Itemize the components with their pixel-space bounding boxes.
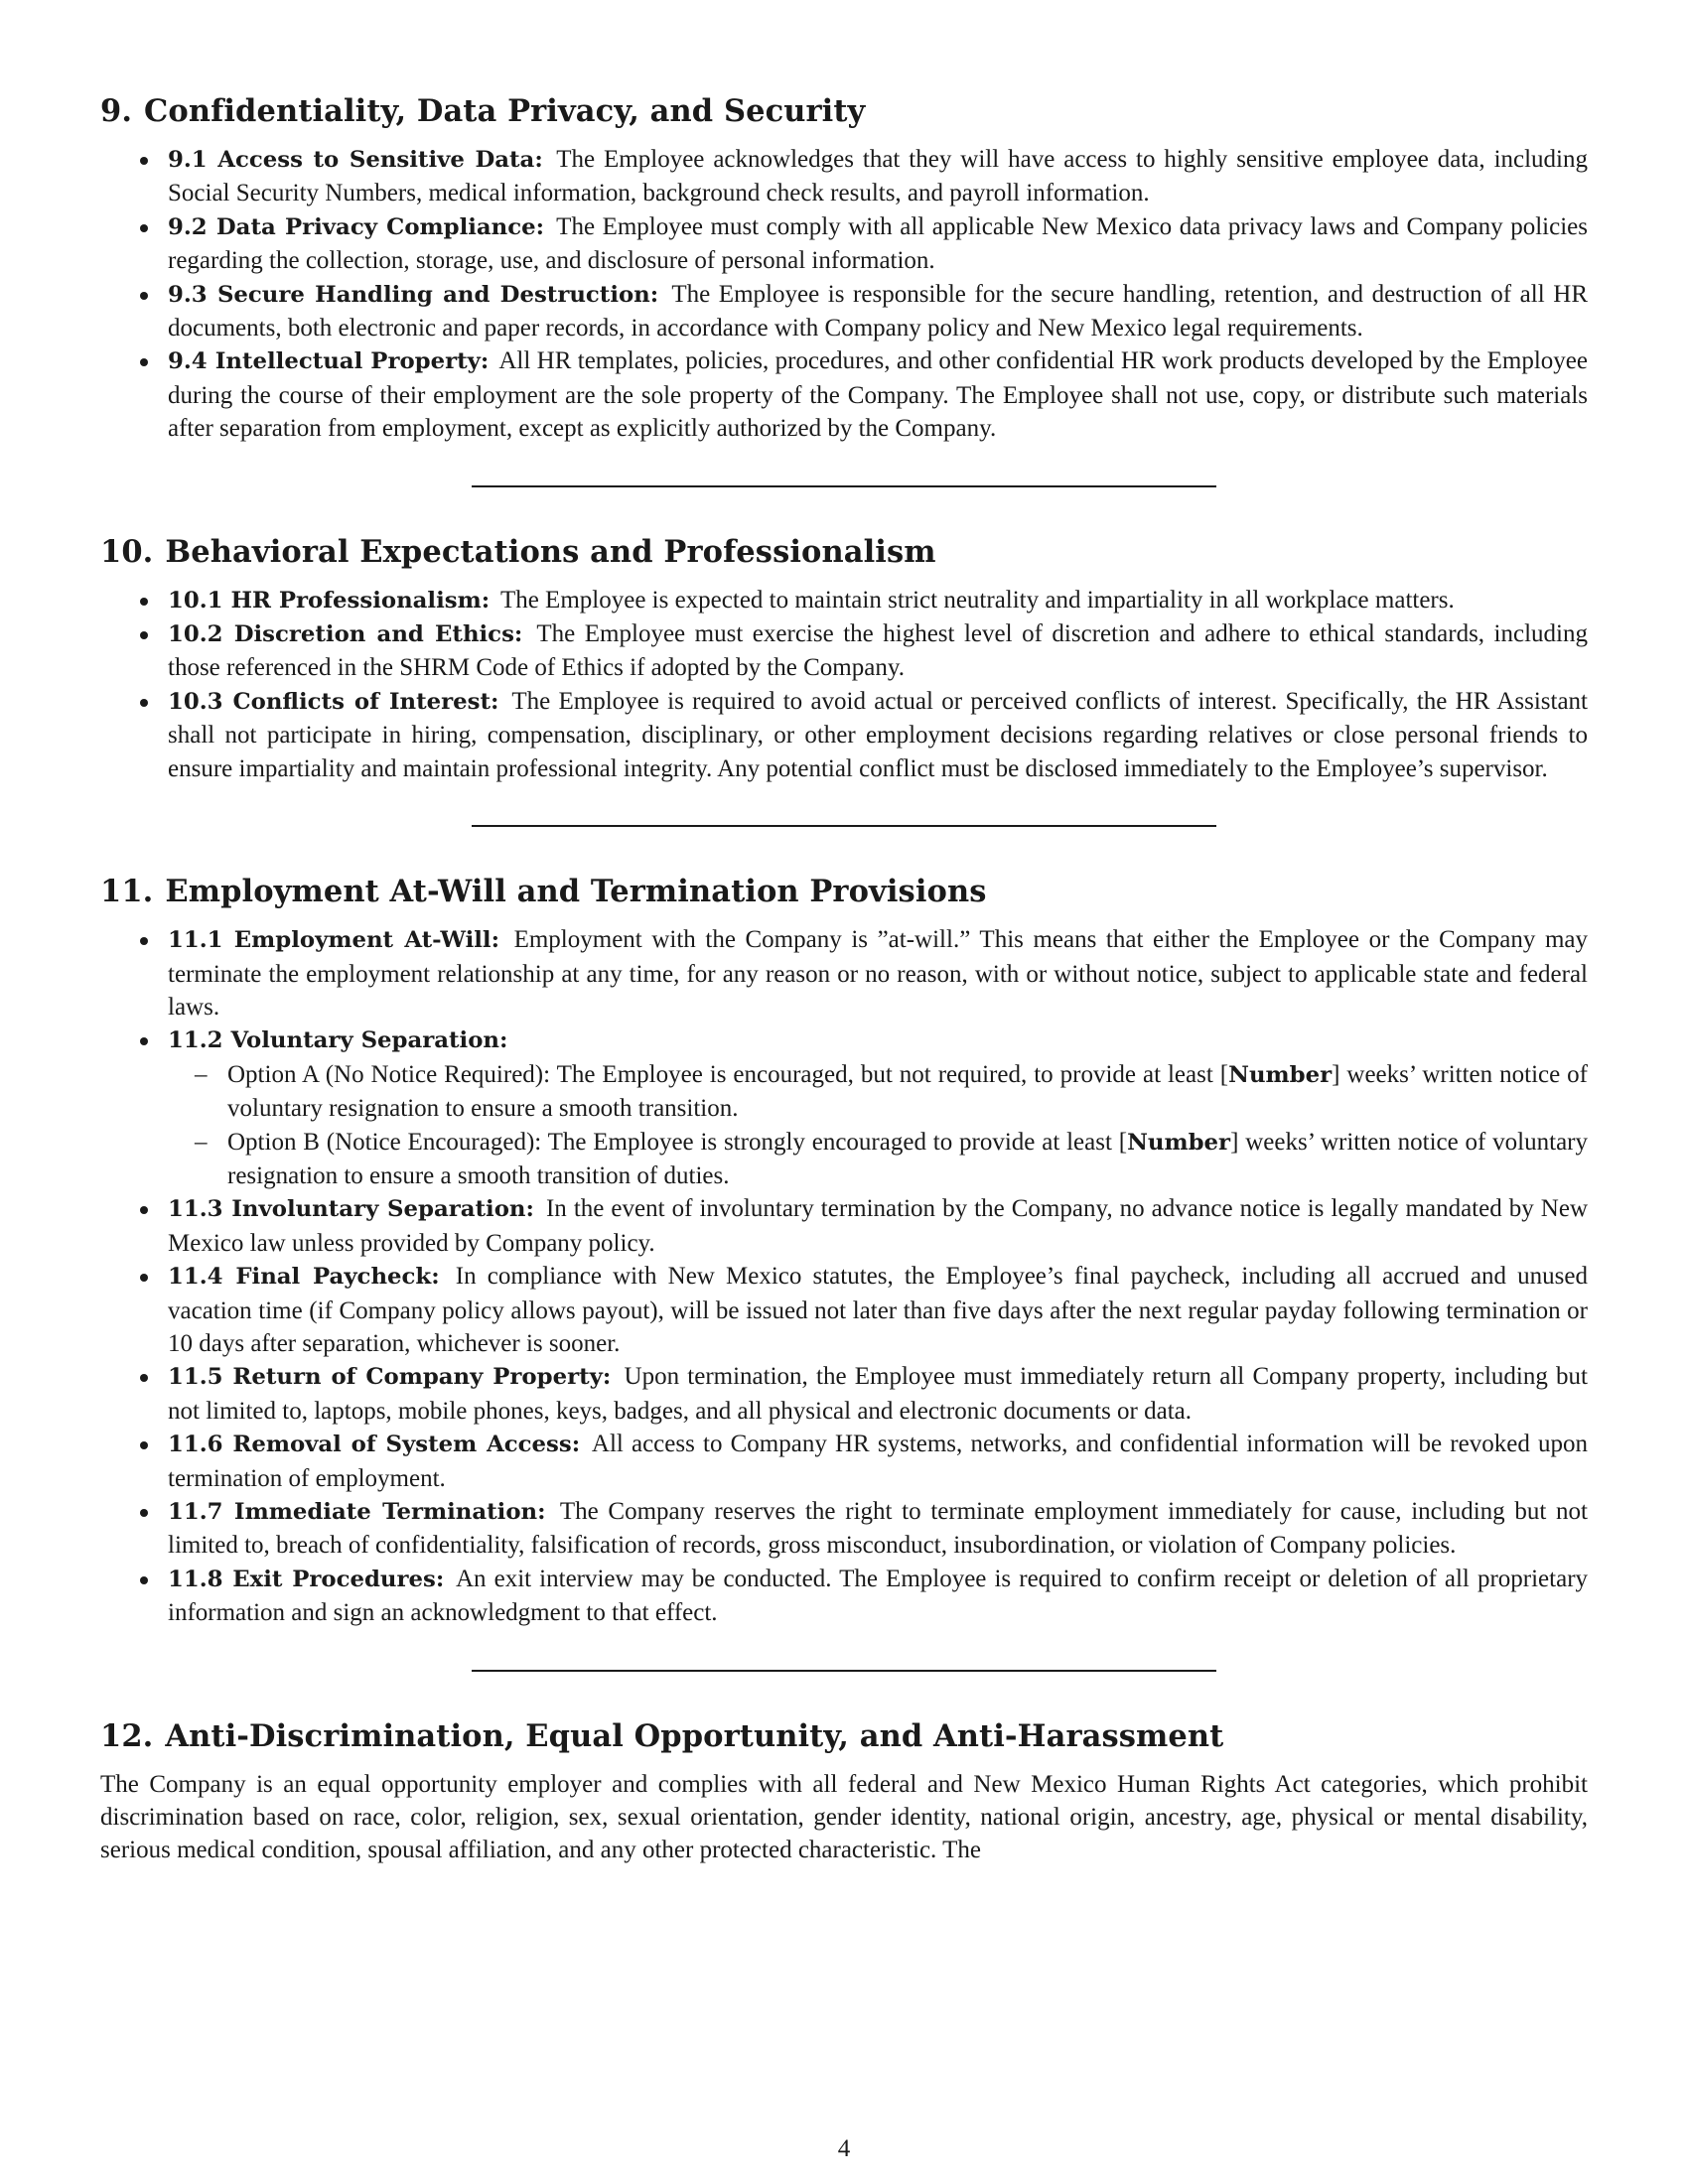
list-item: 10.2 Discretion and Ethics: The Employee must exercise the highest level of discretion and adhere to ethical standards, including those referenced in the SHRM Code of Ethics if adopted by the Company. bbox=[100, 617, 1588, 685]
list-item: 10.1 HR Professionalism: The Employee is expected to maintain strict neutrality and impartiality in all workplace matters. bbox=[100, 584, 1588, 617]
list-item: 11.3 Involuntary Separation: In the event of involuntary termination by the Company, no advance notice is legally mandated by New Mexico law unless provided by Company policy. bbox=[100, 1192, 1588, 1260]
section-heading: 11. Employment At-Will and Termination Provisions bbox=[100, 874, 987, 910]
section-heading: 12. Anti-Discrimination, Equal Opportunity, and Anti-Harassment bbox=[100, 1717, 1224, 1754]
list-item: 10.3 Conflicts of Interest: The Employee is required to avoid actual or perceived conflicts of interest. Specifically, the HR Assistant shall not participate in hiring, compensation, disciplinary, or other employment decisions regarding relatives or close personal friends to ensure impartiality and maintain professional integrity. Any potential conflict must be disclosed immediately to the Employee’s supervisor. bbox=[100, 685, 1588, 785]
page-number: 4 bbox=[837, 2135, 851, 2162]
list-item: 9.4 Intellectual Property: All HR templates, policies, procedures, and other confidential HR work products developed by the Employee during the course of their employment are the sole property of the Company. The Employee shall not use, copy, or distribute such materials after separation from employment, except as explicitly authorized by the Company. bbox=[100, 344, 1588, 445]
list-item: 11.5 Return of Company Property: Upon termination, the Employee must immediately return all Company property, including but not limited to, laptops, mobile phones, keys, badges, and all physical and electronic documents or data. bbox=[100, 1360, 1588, 1428]
document-page bbox=[100, 91, 1588, 1867]
section-11 bbox=[100, 872, 1588, 1630]
placeholder-number: Number bbox=[1228, 1061, 1333, 1088]
section-item-list bbox=[100, 923, 1588, 1630]
list-item: 11.7 Immediate Termination: The Company reserves the right to terminate employment immediately for cause, including but not limited to, breach of confidentiality, falsification of records, gross misconduct, insubordination, or violation of Company policies. bbox=[100, 1495, 1588, 1563]
section-10 bbox=[100, 532, 1588, 785]
option-item: – Option A (No Notice Required): The Employee is encouraged, but not required, to provide at least [Number] weeks’ written notice of voluntary resignation to ensure a smooth transition. bbox=[168, 1058, 1588, 1126]
option-item: – Option B (Notice Encouraged): The Employee is strongly encouraged to provide at least [Number] weeks’ written notice of voluntary resignation to ensure a smooth transition of duties. bbox=[168, 1126, 1588, 1193]
section-divider bbox=[472, 485, 1216, 487]
section-12 bbox=[100, 1716, 1588, 1867]
list-item: 11.2 Voluntary Separation: – Option A (No Notice Required): The Employee is encouraged, but not required, to provide at least [Number] weeks’ written notice of voluntary resignation to ensure a smooth transition. – Option B (Notice Encouraged): The Employee is strongly encouraged to provide at least [Number] weeks’ written notice of voluntary resignation to ensure a smooth transition of duties. bbox=[100, 1024, 1588, 1192]
list-item: 11.1 Employment At-Will: Employment with the Company is ”at-will.” This means that either the Employee or the Company may terminate the employment relationship at any time, for any reason or no reason, with or without notice, subject to applicable state and federal laws. bbox=[100, 923, 1588, 1024]
list-item: 9.1 Access to Sensitive Data: The Employee acknowledges that they will have access to highly sensitive employee data, including Social Security Numbers, medical information, background check results, and payroll information. bbox=[100, 143, 1588, 210]
section-heading: 9. Confidentiality, Data Privacy, and Security bbox=[100, 93, 866, 129]
section-item-list bbox=[100, 143, 1588, 446]
section-heading: 10. Behavioral Expectations and Professionalism bbox=[100, 533, 936, 570]
list-item: 11.8 Exit Procedures: An exit interview may be conducted. The Employee is required to confirm receipt or deletion of all proprietary information and sign an acknowledgment to that effect. bbox=[100, 1563, 1588, 1630]
section-paragraph: The Company is an equal opportunity employer and complies with all federal and New Mexico Human Rights Act categories, which prohibit discrimination based on race, color, religion, sex, sexual orientation, gender identity, national origin, ancestry, age, physical or mental disability, serious medical condition, spousal affiliation, and any other protected characteristic. The bbox=[100, 1770, 1588, 1864]
section-divider bbox=[472, 1670, 1216, 1672]
option-list bbox=[168, 1058, 1588, 1193]
list-item: 9.3 Secure Handling and Destruction: The Employee is responsible for the secure handling, retention, and destruction of all HR documents, both electronic and paper records, in accordance with Company policy and New Mexico legal requirements. bbox=[100, 278, 1588, 345]
section-item-list bbox=[100, 584, 1588, 785]
list-item: 11.6 Removal of System Access: All access to Company HR systems, networks, and confidential information will be revoked upon termination of employment. bbox=[100, 1428, 1588, 1495]
placeholder-number: Number bbox=[1127, 1129, 1231, 1156]
section-9 bbox=[100, 91, 1588, 446]
section-divider bbox=[472, 825, 1216, 827]
list-item: 11.4 Final Paycheck: In compliance with New Mexico statutes, the Employee’s final paycheck, including all accrued and unused vacation time (if Company policy allows payout), will be issued not later than five days after the next regular payday following termination or 10 days after separation, whichever is sooner. bbox=[100, 1260, 1588, 1360]
list-item: 9.2 Data Privacy Compliance: The Employee must comply with all applicable New Mexico data privacy laws and Company policies regarding the collection, storage, use, and disclosure of personal information. bbox=[100, 210, 1588, 278]
